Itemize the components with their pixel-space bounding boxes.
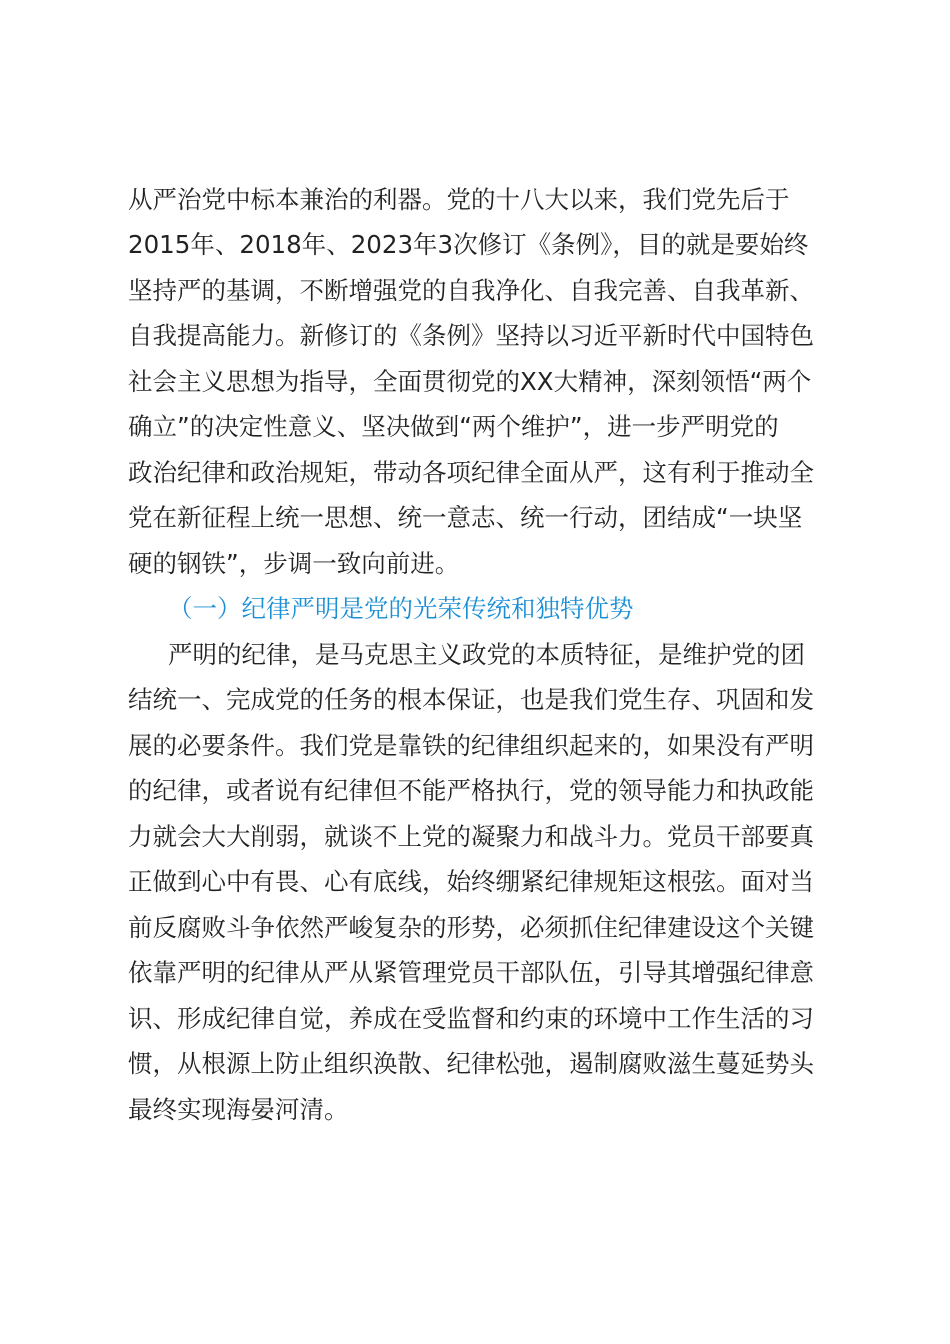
paragraph-line: 依靠严明的纪律从严从紧管理党员干部队伍，引导其增强纪律意 — [128, 958, 814, 987]
paragraph-line: 的纪律，或者说有纪律但不能严格执行，党的领导能力和执政能 — [128, 776, 814, 805]
paragraph-line: 正做到心中有畏、心有底线，始终绷紧纪律规矩这根弦。面对当 — [128, 867, 814, 896]
paragraph-line: 社会主义思想为指导，全面贯彻党的XX大精神，深刻领悟“两个 — [128, 367, 812, 396]
paragraph-line: 确立”的决定性意义、坚决做到“两个维护”，进一步严明党的 — [128, 412, 779, 441]
paragraph-line: 从严治党中标本兼治的利器。党的十八大以来，我们党先后于 — [128, 185, 790, 214]
paragraph-line: 硬的钢铁”，步调一致向前进。 — [128, 549, 460, 578]
paragraph-line: 党在新征程上统一思想、统一意志、统一行动，团结成“一块坚 — [128, 503, 803, 532]
paragraph-line: 结统一、完成党的任务的根本保证，也是我们党生存、巩固和发 — [128, 685, 814, 714]
paragraph-line: 识、形成纪律自觉，养成在受监督和约束的环境中工作生活的习 — [128, 1004, 814, 1033]
paragraph-line: 2015年、2018年、2023年3次修订《条例》，目的就是要始终 — [128, 230, 809, 259]
paragraph-line: 自我提高能力。新修订的《条例》坚持以习近平新时代中国特色 — [128, 321, 814, 350]
paragraph-line: 展的必要条件。我们党是靠铁的纪律组织起来的，如果没有严明 — [128, 731, 814, 760]
paragraph-line: 政治纪律和政治规矩，带动各项纪律全面从严，这有利于推动全 — [128, 458, 814, 487]
paragraph-line: 严明的纪律，是马克思主义政党的本质特征，是维护党的团 — [168, 640, 805, 669]
paragraph-line: 前反腐败斗争依然严峻复杂的形势，必须抓住纪律建设这个关键 — [128, 913, 814, 942]
paragraph-line: 坚持严的基调，不断增强党的自我净化、自我完善、自我革新、 — [128, 276, 814, 305]
paragraph-line: 惯，从根源上防止组织涣散、纪律松弛，遏制腐败滋生蔓延势头 — [128, 1049, 814, 1078]
section-heading: （一）纪律严明是党的光荣传统和独特优势 — [168, 594, 634, 623]
paragraph-line: 最终实现海晏河清。 — [128, 1095, 349, 1124]
paragraph-line: 力就会大大削弱，就谈不上党的凝聚力和战斗力。党员干部要真 — [128, 822, 814, 851]
